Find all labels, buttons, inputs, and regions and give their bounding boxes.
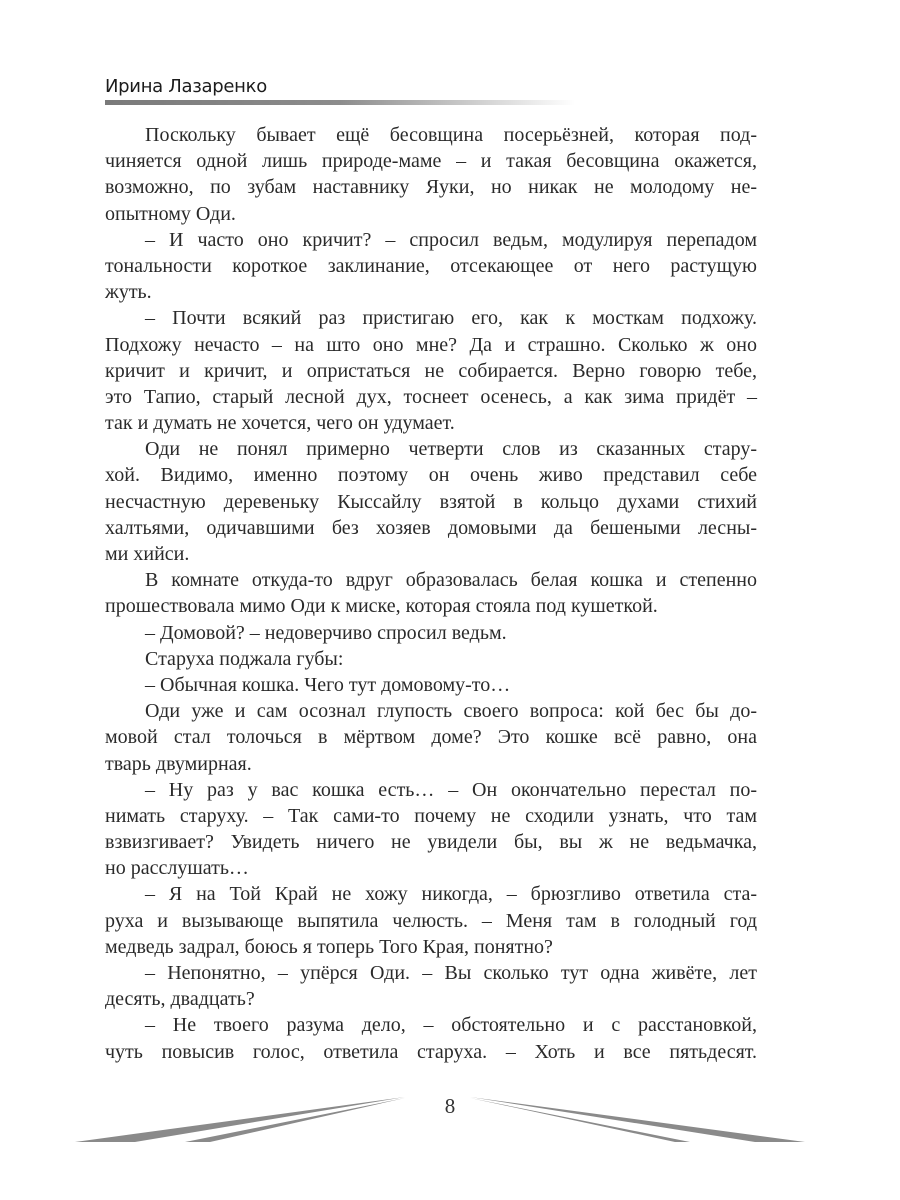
- text-line: несчастную деревеньку Кыссайлу взятой в кольцо духами стихий: [105, 490, 757, 513]
- text-line: чиняется одной лишь природе-маме – и такая бесовщина окажется,: [105, 150, 757, 173]
- text-line: – Не твоего разума дело, – обстоятельно и с расстановкой,: [145, 1014, 757, 1037]
- text-line: прошествовала мимо Оди к миске, которая стояла под кушеткой.: [105, 595, 658, 618]
- text-line: кричит и кричит, и опристаться не собирается. Верно говорю тебе,: [105, 359, 757, 382]
- text-line: возможно, по зубам наставнику Яуки, но никак не молодому не-: [105, 176, 757, 199]
- text-line: руха и вызывающе выпятила челюсть. – Меня там в голодный год: [105, 909, 757, 932]
- text-line: десять, двадцать?: [105, 988, 255, 1011]
- text-line: Оди не понял примерно четверти слов из сказанных стару-: [145, 438, 757, 461]
- text-line: мовой стал толочься в мёртвом доме? Это кошке всё равно, она: [105, 726, 757, 749]
- text-line: Оди уже и сам осознал глупость своего вопроса: кой бес бы до-: [145, 700, 757, 723]
- text-line: медведь задрал, боюсь я топерь Того Края, понятно?: [105, 935, 553, 958]
- text-line: – Я на Той Край не хожу никогда, – брюзгливо ответила ста-: [145, 883, 757, 906]
- page-number: 8: [444, 1094, 456, 1118]
- text-line: – Непонятно, – упёрся Оди. – Вы сколько тут одна живёте, лет: [145, 962, 757, 984]
- text-line: халтьями, одичавшими без хозяев домовыми да бешеными лесны-: [105, 516, 757, 539]
- text-line: ми хийси.: [105, 543, 190, 565]
- text-line: хой. Видимо, именно поэтому он очень живо представил себе: [105, 464, 757, 487]
- text-line: – Обычная кошка. Чего тут домовому-то…: [145, 673, 511, 696]
- text-line: – Почти всякий раз пристигаю его, как к мосткам подхожу.: [145, 307, 757, 330]
- text-line: Подхожу нечасто – на што оно мне? Да и страшно. Сколько ж оно: [105, 333, 757, 356]
- text-line: взвизгивает? Увидеть ничего не увидели бы, вы ж не ведьмачка,: [105, 831, 757, 854]
- text-line: Старуха поджала губы:: [145, 647, 344, 670]
- text-line: В комнате откуда-то вдруг образовалась белая кошка и степенно: [145, 569, 757, 592]
- text-line: Поскольку бывает ещё бесовщина посерьёзней, которая под-: [145, 124, 757, 146]
- text-line: это Тапио, старый лесной дух, тоснеет осенесь, а как зима придёт –: [105, 385, 757, 408]
- text-line: но расслушать…: [105, 857, 249, 880]
- text-line: – И часто оно кричит? – спросил ведьм, модулируя перепадом: [145, 228, 757, 251]
- text-line: чуть повысив голос, ответила старуха. – Хоть и все пятьдесят.: [105, 1040, 757, 1063]
- text-line: так и думать не хочется, чего он удумает.: [105, 412, 455, 435]
- text-line: нимать старуху. – Так сами-то почему не сходили узнать, что там: [105, 804, 757, 827]
- text-line: – Домовой? – недоверчиво спросил ведьм.: [145, 621, 507, 644]
- text-line: тварь двумирная.: [105, 752, 252, 775]
- text-line: опытному Оди.: [105, 202, 236, 225]
- text-line: тональности короткое заклинание, отсекающее от него растущую: [105, 254, 757, 277]
- text-line: жуть.: [105, 281, 152, 304]
- running-header-author: Ирина Лазаренко: [105, 76, 267, 97]
- text-line: – Ну раз у вас кошка есть… – Он окончательно перестал по-: [145, 778, 757, 801]
